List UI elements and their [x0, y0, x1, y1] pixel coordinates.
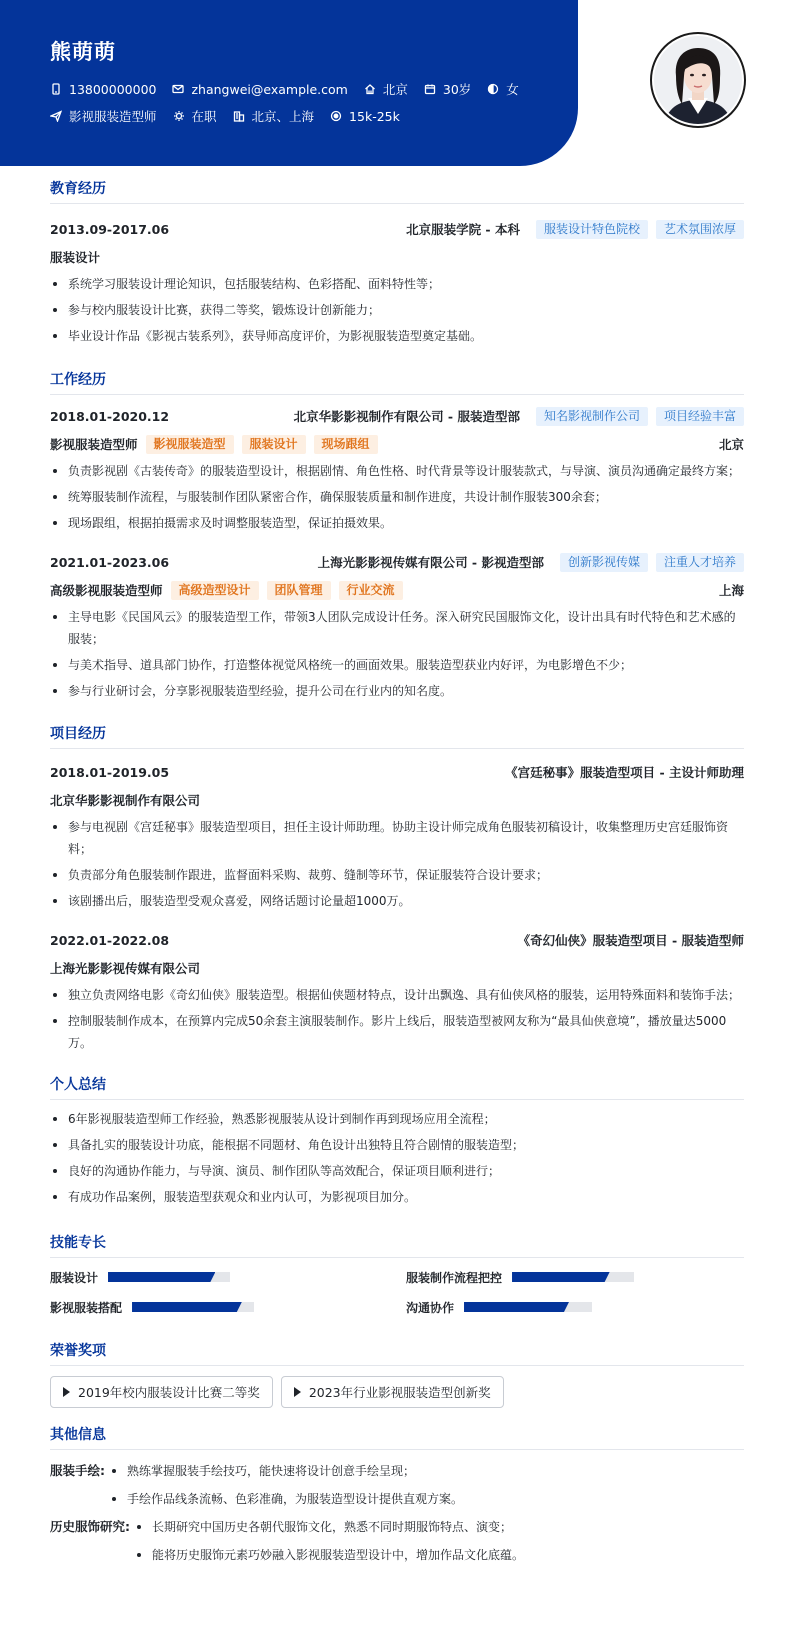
school-name: 北京服装学院 - 本科: [406, 222, 520, 237]
salary-icon: [330, 110, 342, 122]
award-item: [281, 1376, 504, 1408]
portrait-photo: [654, 36, 742, 124]
city-text: 北京: [382, 82, 408, 97]
list-item: 负责部分角色服装制作跟进，监督面料采购、裁剪、缝制等环节，保证服装符合设计要求；: [50, 864, 744, 886]
other-group: [50, 1514, 744, 1568]
skill-tag: 影视服装造型: [146, 435, 234, 454]
skill-name: 影视服装搭配: [50, 1300, 123, 1315]
list-item: 熟练掌握服装手绘技巧，能快速将设计创意手绘呈现；: [109, 1458, 463, 1484]
triangle-icon: [63, 1387, 70, 1397]
list-item: 该剧播出后，服装造型受观众喜爱，网络话题讨论量超1000万。: [50, 890, 744, 912]
job-text: 影视服装造型师: [69, 109, 157, 124]
triangle-icon: [294, 1387, 301, 1397]
candidate-name: 熊萌萌: [50, 40, 116, 64]
work-bullets: [50, 606, 744, 702]
email-text: zhangwei@example.com: [191, 81, 348, 97]
list-item: 控制服装制作成本，在预算内完成50余套主演服装制作。影片上线后，服装造型被网友称为“最具仙侠意境”，播放量达5000万。: [50, 1010, 744, 1054]
list-item: 能将历史服饰元素巧妙融入影视服装造型设计中，增加作品文化底蕴。: [134, 1542, 524, 1568]
education-bullets: [50, 273, 744, 347]
status-item: [173, 107, 217, 125]
calendar-icon: [424, 83, 436, 95]
building-icon: [233, 110, 245, 122]
position-title: 高级影视服装造型师: [50, 583, 163, 598]
other-label: 服装手绘:: [50, 1463, 105, 1478]
work-header-row: [50, 551, 744, 573]
work-city: 北京: [718, 437, 744, 452]
mail-icon: [172, 83, 184, 95]
list-item: 参与行业研讨会，分享影视服装造型经验，提升公司在行业内的知名度。: [50, 680, 744, 702]
skills-grid: [50, 1266, 744, 1318]
phone-icon: [50, 83, 62, 95]
other-bullets: [109, 1458, 463, 1512]
company-name: 北京华影影视制作有限公司 - 服装造型部: [293, 409, 520, 424]
other-group: [50, 1458, 744, 1512]
award-text: 2019年校内服装设计比赛二等奖: [78, 1385, 260, 1400]
list-item: 6年影视服装造型师工作经验，熟悉影视服装从设计到制作再到现场应用全流程；: [50, 1108, 744, 1130]
work-city: 上海: [718, 583, 744, 598]
avatar: [650, 32, 746, 128]
skill-tag: 高级造型设计: [171, 581, 259, 600]
list-item: 现场跟组，根据拍摄需求及时调整服装造型，保证拍摄效果。: [50, 512, 744, 534]
work-section: [50, 369, 744, 702]
list-item: 独立负责网络电影《奇幻仙侠》服装造型。根据仙侠题材特点，设计出飘逸、具有仙侠风格的服装，运用特殊面料和装饰手法；: [50, 984, 744, 1006]
skill-item: [50, 1296, 388, 1318]
resume-header: [0, 0, 578, 166]
summary-bullets: [50, 1108, 744, 1208]
phone-item: [50, 82, 156, 97]
work-header-row: [50, 405, 744, 427]
list-item: 主导电影《民国风云》的服装造型工作，带领3人团队完成设计任务。深入研究民国服饰文化，设计出具有时代特色和艺术感的服装；: [50, 606, 744, 650]
list-item: 毕业设计作品《影视古装系列》，获导师高度评价，为影视服装造型奠定基础。: [50, 325, 744, 347]
awards-section: [50, 1340, 744, 1408]
education-header-row: [50, 218, 744, 240]
skills-section: [50, 1232, 744, 1318]
project-name: 《宫廷秘事》服装造型项目 - 主设计师助理: [505, 765, 744, 780]
skill-name: 沟通协作: [406, 1300, 455, 1315]
section-title: 工作经历: [50, 369, 744, 395]
project-date: 2022.01-2022.08: [50, 932, 170, 948]
other-label: 历史服饰研究:: [50, 1519, 130, 1534]
company-name: 上海光影影视传媒有限公司 - 影视造型部: [317, 555, 544, 570]
skill-bar: [132, 1302, 254, 1312]
other-bullets: [134, 1514, 524, 1568]
skill-bar: [512, 1272, 634, 1282]
work-date: 2021.01-2023.06: [50, 554, 170, 570]
summary-section: [50, 1074, 744, 1208]
salary-item: [330, 109, 400, 124]
section-title: 项目经历: [50, 723, 744, 749]
job-row: [50, 107, 416, 125]
skill-bar: [464, 1302, 592, 1312]
status-text: 在职: [191, 109, 217, 124]
city-item: [364, 80, 408, 98]
skill-fill: [512, 1272, 610, 1282]
section-title: 技能专长: [50, 1232, 744, 1258]
gender-text: 女: [506, 82, 519, 97]
position-row: [50, 433, 744, 455]
list-item: 系统学习服装设计理论知识，包括服装结构、色彩搭配、面料特性等；: [50, 273, 744, 295]
target-city-item: [233, 107, 315, 125]
project-bullets: [50, 816, 744, 912]
project-header-row: [50, 761, 744, 783]
position-row: [50, 579, 744, 601]
company-tag: 注重人才培养: [656, 553, 744, 572]
position-title: 影视服装造型师: [50, 437, 138, 452]
education-date: 2013.09-2017.06: [50, 221, 170, 237]
awards-list: [50, 1376, 744, 1408]
education-section: [50, 178, 744, 347]
age-item: [424, 80, 471, 98]
project-date: 2018.01-2019.05: [50, 764, 170, 780]
section-title: 荣誉奖项: [50, 1340, 744, 1366]
company-tag: 知名影视制作公司: [536, 407, 648, 426]
age-text: 30岁: [442, 82, 472, 97]
list-item: 良好的沟通协作能力，与导演、演员、制作团队等高效配合，保证项目顺利进行；: [50, 1160, 744, 1182]
section-title: 其他信息: [50, 1424, 744, 1450]
skill-tag: 行业交流: [339, 581, 403, 600]
salary-text: 15k-25k: [349, 108, 400, 124]
skill-item: [50, 1266, 388, 1288]
status-icon: [173, 110, 185, 122]
skill-bar: [108, 1272, 230, 1282]
skill-name: 服装制作流程把控: [406, 1270, 503, 1285]
contact-row: [50, 80, 535, 98]
list-item: 参与校内服装设计比赛，获得二等奖，锻炼设计创新能力；: [50, 299, 744, 321]
section-title: 教育经历: [50, 178, 744, 204]
school-tag: 艺术氛围浓厚: [656, 220, 744, 239]
skill-tag: 团队管理: [267, 581, 331, 600]
list-item: 与美术指导、道具部门协作，打造整体视觉风格统一的画面效果。服装造型获业内好评，为电影增色不少；: [50, 654, 744, 676]
major: 服装设计: [50, 250, 101, 265]
project-company: 北京华影影视制作有限公司: [50, 793, 201, 808]
gender-item: [487, 80, 519, 98]
skill-item: [406, 1266, 744, 1288]
section-title: 个人总结: [50, 1074, 744, 1100]
job-item: [50, 107, 157, 125]
project-company: 上海光影影视传媒有限公司: [50, 961, 201, 976]
company-tag: 项目经验丰富: [656, 407, 744, 426]
company-tag: 创新影视传媒: [560, 553, 648, 572]
skill-item: [406, 1296, 744, 1318]
list-item: 手绘作品线条流畅、色彩准确，为服装造型设计提供直观方案。: [109, 1486, 463, 1512]
work-bullets: [50, 460, 744, 534]
project-bullets: [50, 984, 744, 1054]
skill-fill: [132, 1302, 242, 1312]
skill-fill: [464, 1302, 569, 1312]
skill-tag: 服装设计: [242, 435, 306, 454]
work-date: 2018.01-2020.12: [50, 408, 170, 424]
phone-text: 13800000000: [69, 81, 157, 97]
skill-name: 服装设计: [50, 1270, 99, 1285]
list-item: 参与电视剧《宫廷秘事》服装造型项目，担任主设计师助理。协助主设计师完成角色服装初稿设计，收集整理历史宫廷服饰资料；: [50, 816, 744, 860]
list-item: 长期研究中国历史各朝代服饰文化，熟悉不同时期服饰特点、演变；: [134, 1514, 524, 1540]
project-header-row: [50, 929, 744, 951]
award-text: 2023年行业影视服装造型创新奖: [308, 1385, 491, 1400]
projects-section: [50, 723, 744, 1054]
home-icon: [364, 83, 376, 95]
list-item: 具备扎实的服装设计功底，能根据不同题材、角色设计出独特且符合剧情的服装造型；: [50, 1134, 744, 1156]
skill-tag: 现场跟组: [314, 435, 378, 454]
email-item: [172, 82, 347, 97]
gender-icon: [487, 83, 499, 95]
list-item: 负责影视剧《古装传奇》的服装造型设计，根据剧情、角色性格、时代背景等设计服装款式，与导演、演员沟通确定最终方案；: [50, 460, 744, 482]
target-city-text: 北京、上海: [251, 109, 315, 124]
award-item: [50, 1376, 273, 1408]
other-section: [50, 1424, 744, 1568]
project-name: 《奇幻仙侠》服装造型项目 - 服装造型师: [517, 933, 744, 948]
send-icon: [50, 110, 62, 122]
school-tag: 服装设计特色院校: [536, 220, 648, 239]
list-item: 统筹服装制作流程，与服装制作团队紧密合作，确保服装质量和制作进度，共设计制作服装300余套；: [50, 486, 744, 508]
skill-fill: [108, 1272, 215, 1282]
list-item: 有成功作品案例，服装造型获观众和业内认可，为影视项目加分。: [50, 1186, 744, 1208]
